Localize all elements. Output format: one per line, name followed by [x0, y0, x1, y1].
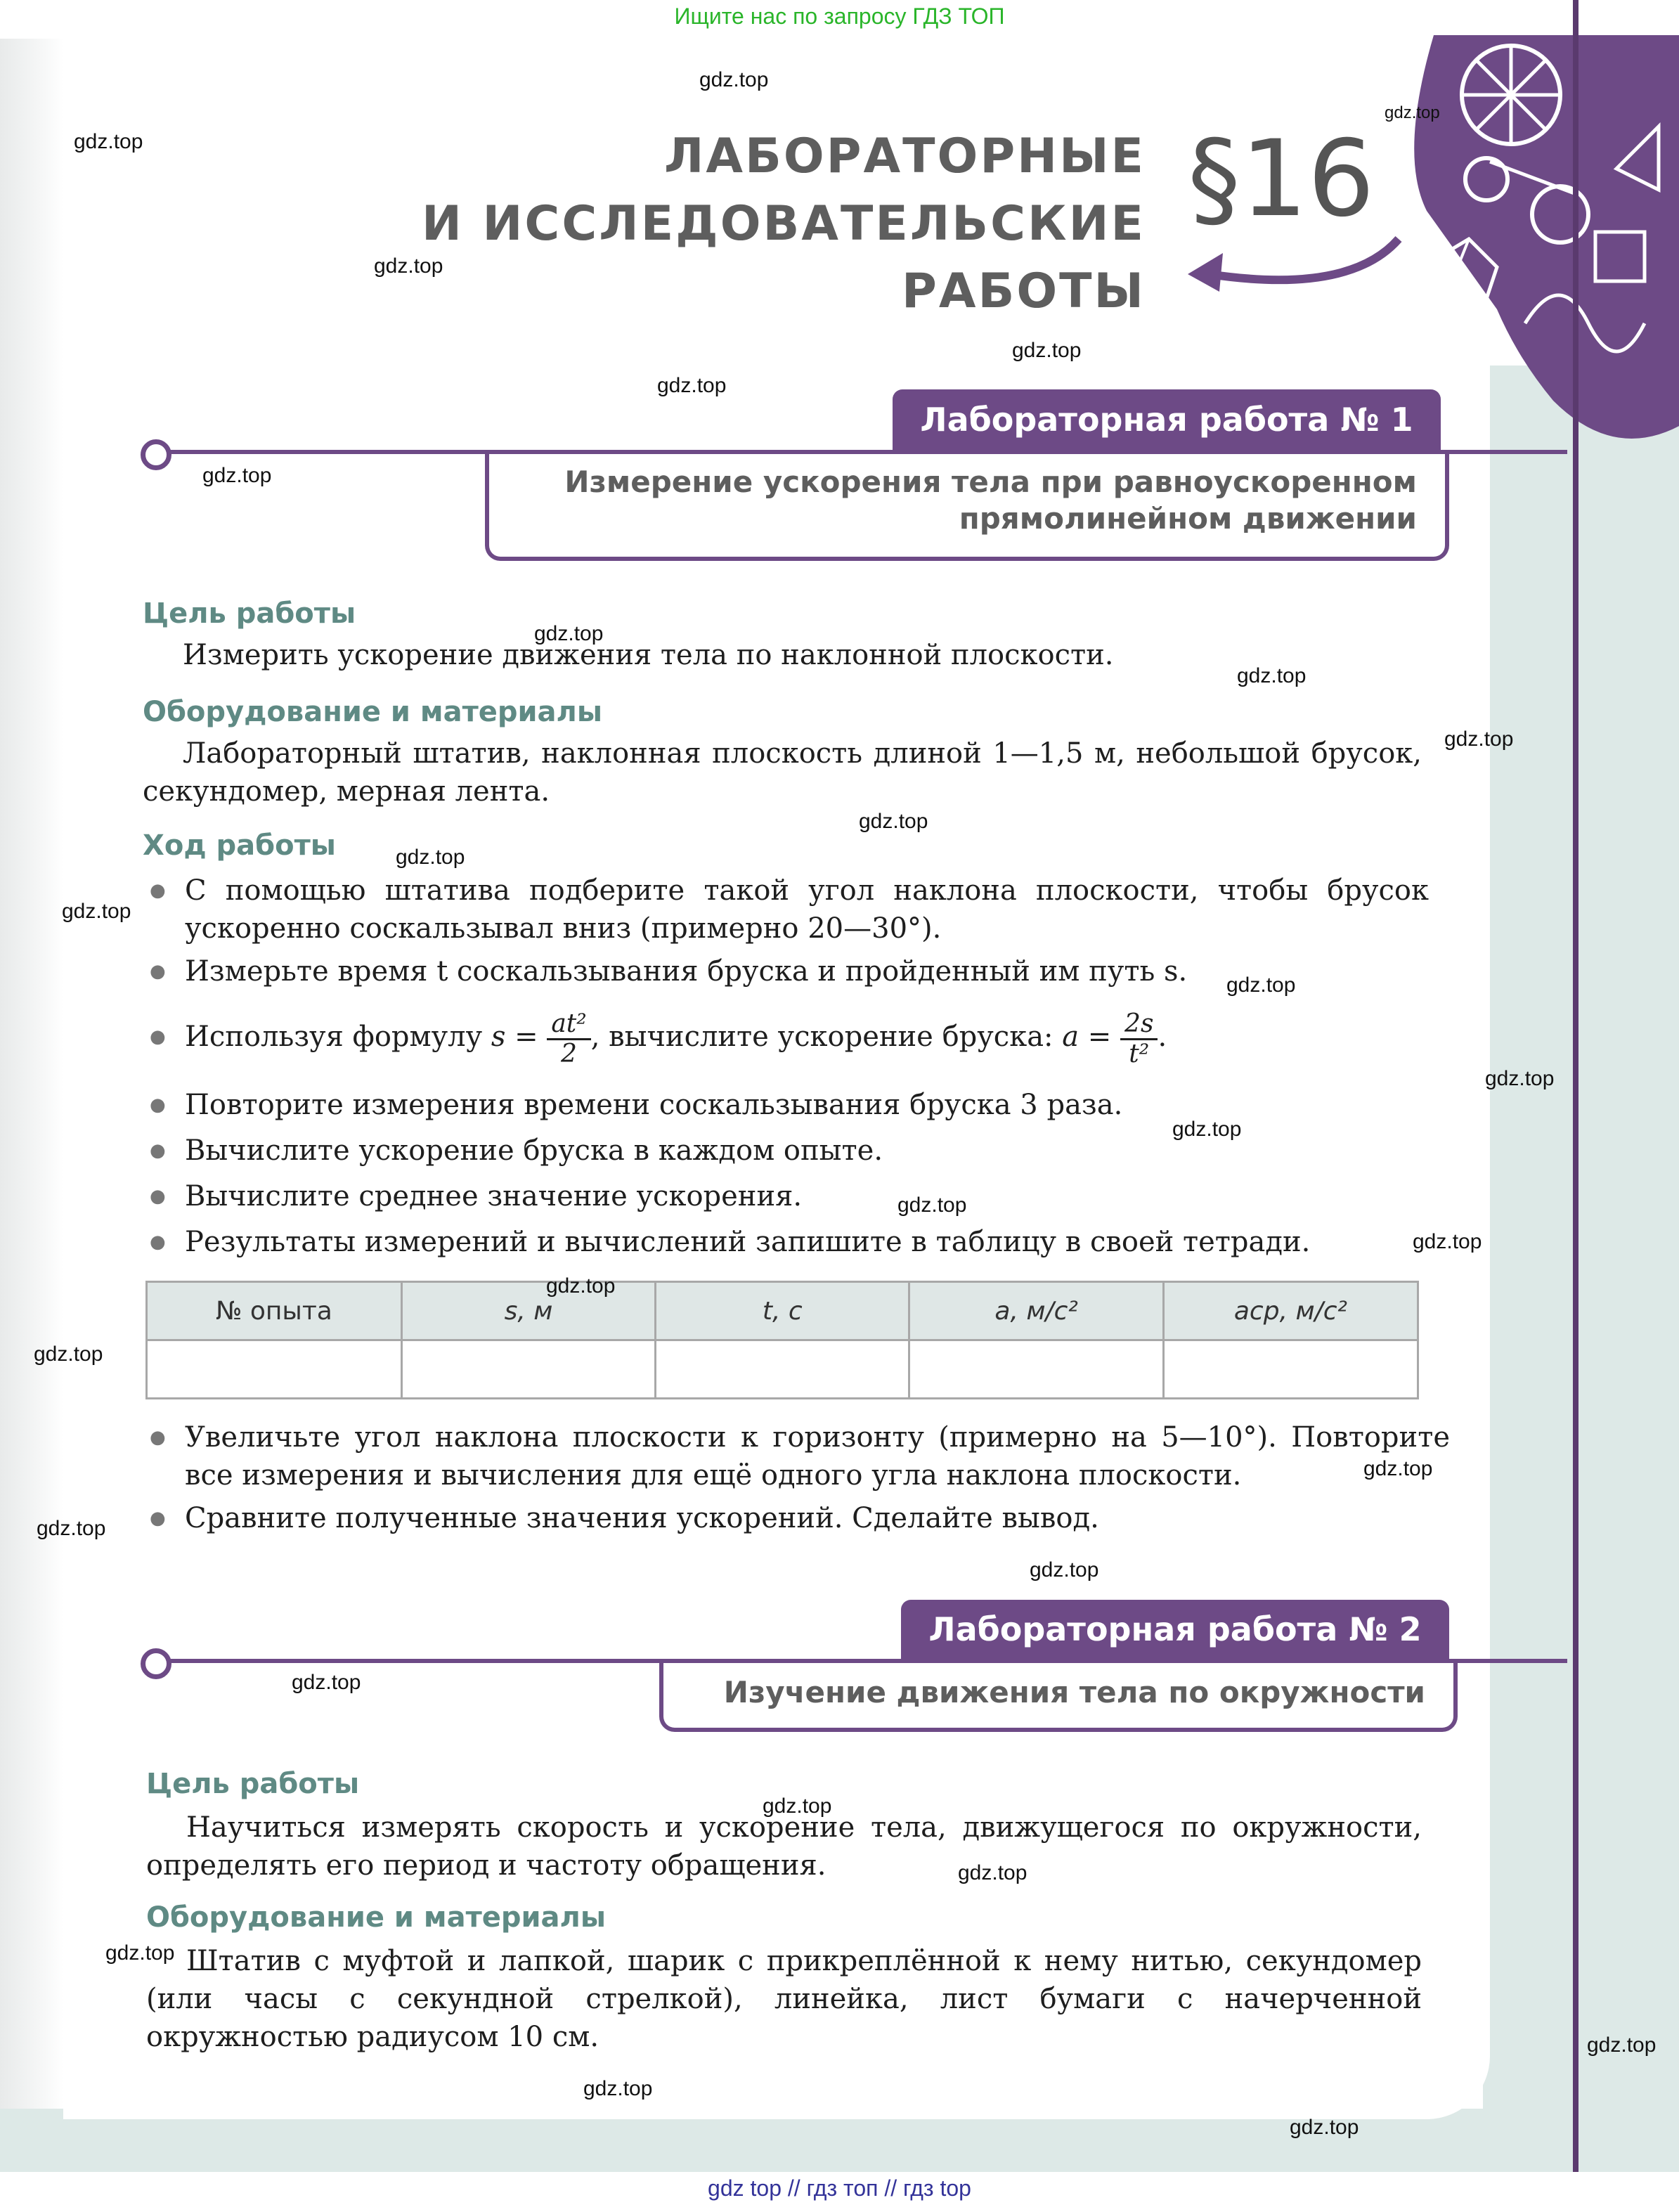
- watermark: gdz.top: [1444, 727, 1514, 751]
- lab1-step-5: ● Вычислите среднее значение ускорения.: [150, 1177, 1429, 1215]
- lab2-connector-dot: [141, 1648, 171, 1679]
- table-header-cell: aср, м/с²: [1163, 1282, 1418, 1340]
- watermark: gdz.top: [292, 1671, 361, 1694]
- lab1-step-1: ● С помощью штатива подберите такой угол наклона плоскости, чтобы брусок ускоренно соскальзывал вниз (примерно 20—30°).: [150, 872, 1429, 947]
- table-cell: [1163, 1340, 1418, 1399]
- watermark: gdz.top: [583, 2077, 653, 2100]
- lab1-subtitle-line-1: Измерение ускорения тела при равноускоренном: [564, 465, 1417, 499]
- lab1-subtitle-line-2: прямолинейном движении: [959, 501, 1417, 536]
- table-header-row: [147, 1282, 1418, 1340]
- bottom-banner[interactable]: gdz top // гдз топ // гдз top: [708, 2175, 971, 2201]
- watermark: gdz.top: [202, 464, 272, 487]
- lab1-equipment-heading: Оборудование и материалы: [143, 696, 603, 728]
- watermark: gdz.top: [546, 1274, 616, 1298]
- top-banner[interactable]: Ищите нас по запросу ГДЗ ТОП: [674, 4, 1005, 29]
- lab2-subtitle: Изучение движения тела по окружности: [723, 1675, 1425, 1709]
- lab1-results-table: [145, 1281, 1419, 1399]
- table-cell: [909, 1340, 1163, 1399]
- page-title: [190, 123, 1146, 325]
- watermark: gdz.top: [699, 68, 769, 91]
- page-edge-shadow: [0, 39, 63, 2147]
- watermark: gdz.top: [74, 130, 143, 153]
- table-header-cell: a, м/с²: [909, 1282, 1163, 1340]
- watermark: gdz.top: [105, 1941, 175, 1965]
- page-title-line-1: ЛАБОРАТОРНЫЕ: [663, 129, 1146, 184]
- lab2-goal-heading: Цель работы: [146, 1768, 360, 1800]
- watermark: gdz.top: [657, 374, 727, 397]
- formula-fraction-2: [1120, 1010, 1158, 1068]
- formula-num-2: 2s: [1120, 1010, 1158, 1040]
- formula-eq-2: =: [1079, 1021, 1121, 1053]
- watermark: gdz.top: [1290, 2116, 1359, 2139]
- lab1-step-3: ● Повторите измерения времени соскальзывания бруска 3 раза.: [150, 1086, 1429, 1124]
- lab1-connector-dot: [141, 439, 171, 470]
- watermark: gdz.top: [1385, 103, 1440, 122]
- table-header-cell: № опыта: [147, 1282, 402, 1340]
- lab1-goal-heading: Цель работы: [143, 597, 356, 630]
- formula-eq-1: =: [505, 1021, 547, 1053]
- watermark: gdz.top: [763, 1794, 832, 1818]
- formula-var-s: s: [491, 1021, 506, 1053]
- watermark: gdz.top: [897, 1194, 967, 1217]
- watermark: gdz.top: [37, 1517, 106, 1540]
- watermark: gdz.top: [534, 622, 604, 645]
- watermark: gdz.top: [1363, 1457, 1433, 1480]
- lab1-label: Лабораторная работа № 1: [893, 389, 1441, 450]
- watermark: gdz.top: [374, 254, 443, 278]
- formula-var-a: a: [1062, 1021, 1080, 1053]
- watermark: gdz.top: [958, 1861, 1028, 1884]
- lab1-after-step-1: ● Увеличьте угол наклона плоскости к горизонту (примерно на 5—10°). Повторите все измерения и вычисления для ещё одного угла наклона плоскости.: [150, 1418, 1450, 1494]
- watermark: gdz.top: [1237, 664, 1307, 687]
- lab1-step-2: ● Измерьте время t соскальзывания бруска и пройденный им путь s.: [150, 952, 1429, 990]
- watermark: gdz.top: [859, 810, 928, 833]
- lab1-procedure-heading: Ход работы: [143, 829, 336, 862]
- watermark: gdz.top: [1172, 1118, 1242, 1141]
- watermark: gdz.top: [1012, 339, 1082, 362]
- table-header-cell: t, с: [656, 1282, 909, 1340]
- lab2-goal-text: Научиться измерять скорость и ускорение тела, движущегося по окружности, определять его период и частоту обращения.: [146, 1811, 1422, 1882]
- table-header-cell: s, м: [401, 1282, 655, 1340]
- watermark: gdz.top: [1030, 1558, 1099, 1582]
- lab1-goal-text: Измерить ускорение движения тела по наклонной плоскости.: [183, 639, 1114, 671]
- lab2-equipment-text: Штатив с муфтой и лапкой, шарик с прикреплённой к нему нитью, секундомер (или часы с секундной стрелкой), линейка, лист бумаги с начерченной окружностью радиусом 10 см.: [146, 1945, 1422, 2053]
- table-row: [147, 1340, 1418, 1399]
- watermark: gdz.top: [1485, 1067, 1555, 1090]
- watermark: gdz.top: [62, 900, 131, 923]
- lab2-equipment-heading: Оборудование и материалы: [146, 1901, 607, 1934]
- right-side-panel: [1483, 366, 1679, 2165]
- lab2-title-box: [659, 1663, 1458, 1732]
- formula-suffix: .: [1158, 1021, 1167, 1053]
- section-number: §16: [1188, 118, 1375, 240]
- lab1-title-box: [485, 454, 1449, 561]
- formula-middle: , вычислите ускорение бруска:: [590, 1021, 1063, 1053]
- table-cell: [401, 1340, 655, 1399]
- formula-fraction-1: [547, 1010, 590, 1068]
- watermark: gdz.top: [1587, 2033, 1657, 2057]
- formula-num-1: at²: [547, 1010, 590, 1040]
- table-cell: [656, 1340, 909, 1399]
- lab1-step-formula: [150, 1002, 1429, 1072]
- watermark: gdz.top: [34, 1343, 103, 1366]
- lab1-step-4: ● Вычислите ускорение бруска в каждом опыте.: [150, 1132, 1429, 1170]
- formula-den-1: 2: [561, 1039, 577, 1068]
- watermark: gdz.top: [1226, 974, 1296, 997]
- lab2-label: Лабораторная работа № 2: [901, 1600, 1449, 1659]
- formula-prefix: Используя формулу: [185, 1021, 491, 1053]
- watermark: gdz.top: [1413, 1230, 1482, 1253]
- formula-den-2: t²: [1129, 1039, 1150, 1068]
- table-cell: [147, 1340, 402, 1399]
- lab1-step-6: ● Результаты измерений и вычислений запишите в таблицу в своей тетради.: [150, 1223, 1450, 1261]
- page-title-line-2: И ИССЛЕДОВАТЕЛЬСКИЕ РАБОТЫ: [421, 196, 1146, 319]
- vertical-rule: [1573, 0, 1578, 2172]
- lab1-after-step-2: ● Сравните полученные значения ускорений. Сделайте вывод.: [150, 1499, 1450, 1537]
- watermark: gdz.top: [396, 846, 465, 869]
- lab1-equipment-text: Лабораторный штатив, наклонная плоскость длиной 1—1,5 м, небольшой брусок, секундомер, мерная лента.: [143, 737, 1422, 808]
